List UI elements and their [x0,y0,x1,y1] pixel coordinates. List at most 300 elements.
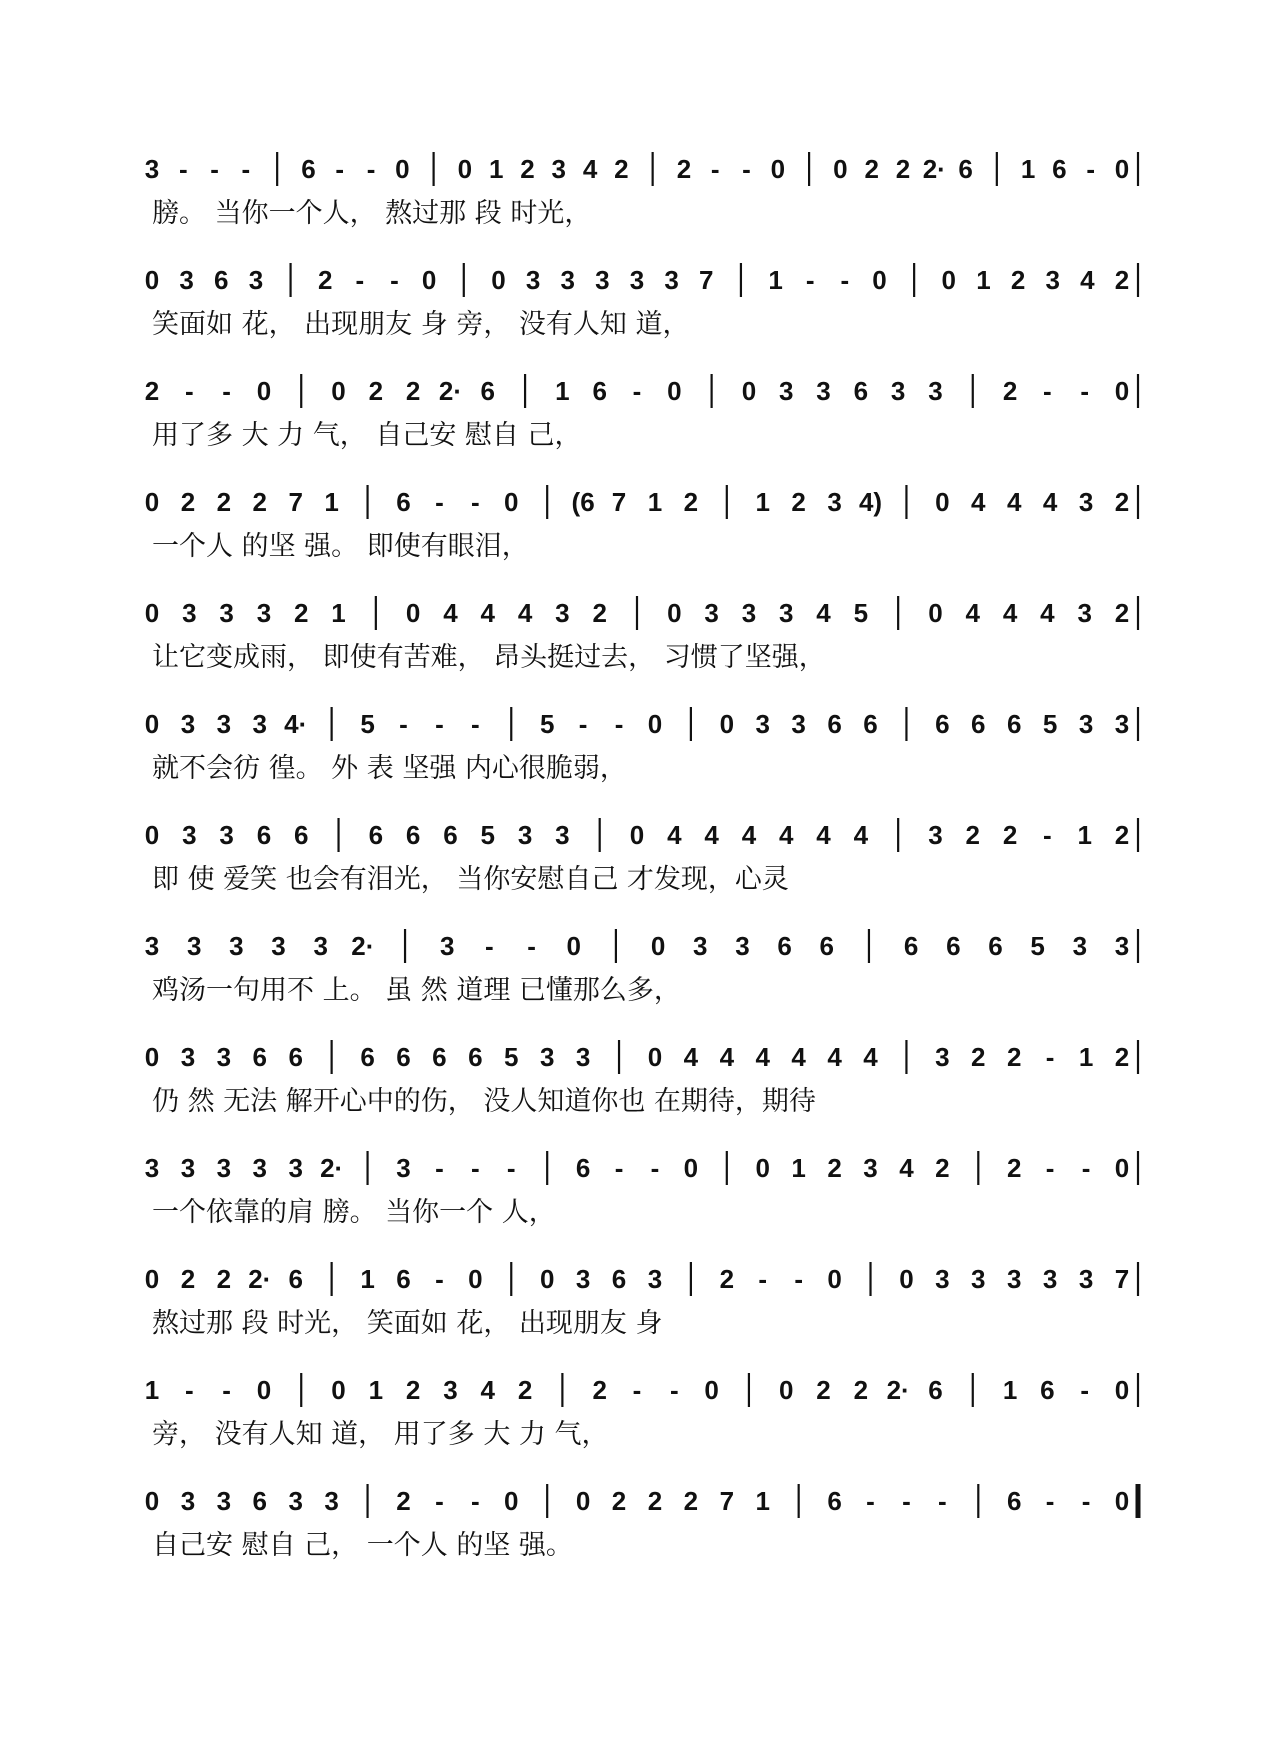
note: 3 [219,598,234,628]
note: 4 [755,1042,770,1072]
note: - [470,1486,480,1516]
note: 3 [551,154,567,184]
note: - [632,1375,642,1405]
note: - [1045,1486,1055,1516]
system-6 [145,707,1138,784]
note: - [614,1153,624,1183]
note: 0 [144,1486,160,1516]
note: 2 [592,598,607,628]
note: 3 [890,376,906,406]
note: 3 [575,1264,591,1294]
note: 2 [611,1486,627,1516]
note: 6 [480,376,496,406]
note: 4) [858,487,883,517]
note: 2 [396,1486,411,1516]
note: 3 [1006,1264,1022,1294]
lyric-line: 即 使 爱笑 也会有泪光， 当你安慰自己 才发现，心灵 [152,864,789,895]
note: - [184,376,194,406]
note: - [485,931,494,961]
note: 4 [741,820,757,850]
note: 4 [443,598,458,628]
note: 3 [1078,709,1094,739]
note: 0 [256,1375,272,1405]
note: 4 [1080,265,1095,295]
note: 5 [360,709,375,739]
note: 0 [468,1264,483,1294]
note: 3 [525,265,541,295]
system-4 [145,485,1138,562]
note: 3 [1045,265,1060,295]
note: 4 [1042,487,1058,517]
note: - [390,265,399,295]
note: 0 [872,265,887,295]
note: 2 [676,154,692,184]
note: 0 [778,1375,794,1405]
note: - [1081,1486,1091,1516]
note: 3 [216,1042,232,1072]
note: 0 [941,265,957,295]
note: 3 [778,598,794,628]
note: 0 [1114,376,1130,406]
note: 6 [293,820,309,850]
note: 0 [491,265,506,295]
note: 6 [928,1375,943,1405]
note: 0 [741,376,757,406]
note: 0 [755,1153,770,1183]
note: - [794,1264,804,1294]
lyric-line: 让它变成雨， 即使有苦难， 昂头挺过去， 习惯了坚强， [152,642,826,673]
note: 1 [1020,154,1036,184]
note: 2 [405,1375,421,1405]
note: 3 [288,1486,303,1516]
note: 6 [575,1153,591,1183]
note: 3 [629,265,645,295]
note: 6 [777,931,792,961]
note: 0 [331,1375,346,1405]
note: 0 [928,598,943,628]
system-11 [145,1262,1138,1339]
note: 2· [922,154,946,184]
note: 2 [144,376,160,406]
note: 4 [480,598,496,628]
note: 4 [816,820,831,850]
note: 0 [395,154,410,184]
note: 4 [1040,598,1055,628]
note: 5 [1042,709,1058,739]
note: 1 [1077,820,1092,850]
note: 4 [971,487,986,517]
note: - [222,1375,231,1405]
note: 2 [405,376,421,406]
note: 3 [216,1153,232,1183]
note: (6 [571,487,595,517]
note: 3 [693,931,708,961]
note: 6 [611,1264,627,1294]
note: - [335,154,345,184]
note: - [435,487,444,517]
note: - [1045,1042,1055,1072]
note: 4 [667,820,682,850]
note: 2 [895,154,911,184]
note: 3 [271,931,286,961]
note: - [435,709,444,739]
system-7 [145,818,1138,895]
note: 2 [180,1264,196,1294]
note: - [938,1486,947,1516]
note: 0 [331,376,346,406]
note: 0 [1114,154,1130,184]
system-10 [145,1151,1138,1228]
note: 3 [935,1264,950,1294]
note: 3 [219,820,234,850]
note: 4 [719,1042,735,1072]
note: - [866,1486,875,1516]
note: 2 [1002,376,1018,406]
note: 4 [582,154,598,184]
note: 6 [252,1486,268,1516]
note: 6 [405,820,421,850]
note: 3 [755,709,770,739]
note: 7 [719,1486,735,1516]
note: 0 [144,709,160,739]
note: 0 [770,154,786,184]
note: 0 [1114,1153,1130,1183]
note: 1 [368,1375,384,1405]
note: 0 [683,1153,699,1183]
note: 3 [396,1153,411,1183]
note: 0 [629,820,645,850]
note: 3 [180,1486,196,1516]
note: 1 [1078,1042,1094,1072]
note: 3 [971,1264,986,1294]
note: 0 [144,598,160,628]
note: 0 [719,709,735,739]
note: 5 [853,598,869,628]
note: 6 [360,1042,375,1072]
note: 6 [288,1264,303,1294]
note: - [902,1486,911,1516]
note: 0 [256,376,272,406]
note: 3 [256,598,272,628]
note: 2 [1114,265,1130,295]
note: 2· [351,931,375,961]
system-2 [145,263,1138,340]
note: 0 [504,487,519,517]
system-13 [145,1484,1138,1561]
note: 6 [396,487,411,517]
lyric-line: 自己安 慰自 己， 一个人 的坚 强。 [152,1530,573,1561]
note: 0 [144,1042,160,1072]
note: 0 [650,931,666,961]
note: 3 [827,487,842,517]
note: 2 [293,598,309,628]
note: 2 [853,1375,869,1405]
note: - [178,154,188,184]
note: 0 [935,487,950,517]
lyric-line: 就不会彷 徨。 外 表 坚强 内心很脆弱， [152,753,627,784]
note: 3 [935,1042,950,1072]
note: 0 [575,1486,591,1516]
note: 0 [704,1375,719,1405]
note: 3 [324,1486,339,1516]
note: 3 [595,265,610,295]
note: - [710,154,720,184]
note: 3 [1072,931,1088,961]
note: 3 [439,931,455,961]
note: 2 [683,487,699,517]
note: 6 [827,1486,842,1516]
note: 3 [791,709,806,739]
lyric-line: 仍 然 无法 解开心中的伤， 没人知道你也 在期待，期待 [152,1086,816,1117]
note: 3 [229,931,244,961]
note: 2 [520,154,535,184]
note: 3 [144,154,160,184]
note: 4 [965,598,981,628]
note: 0 [566,931,581,961]
note: 0 [421,265,437,295]
system-3 [145,374,1138,451]
note: 7 [1114,1264,1130,1294]
note: - [470,1153,480,1183]
note: - [527,931,536,961]
note: 2 [1006,1153,1022,1183]
note: 3 [1078,1264,1094,1294]
note: 4 [1006,487,1022,517]
note: 1 [331,598,346,628]
note: 1 [555,376,570,406]
note: 2 [971,1042,986,1072]
note: - [758,1264,768,1294]
lyric-line: 膀。 当你一个人， 熬过那 段 时光， [152,198,592,229]
note: 3 [560,265,575,295]
note: 6 [958,154,973,184]
system-12 [145,1373,1138,1450]
note: 3 [216,1486,232,1516]
note: 4 [827,1042,842,1072]
note: 0 [457,154,473,184]
note: 6 [827,709,842,739]
note: 2 [791,487,806,517]
note: 0 [144,487,160,517]
note: 0 [144,265,160,295]
note: 2 [1114,1042,1130,1072]
note: 1 [791,1153,806,1183]
note: - [632,376,642,406]
note: 1 [768,265,783,295]
note: 4 [1002,598,1018,628]
note: 3 [863,1153,878,1183]
note: 6 [863,709,878,739]
system-5 [145,596,1138,673]
note: 0 [504,1486,519,1516]
note: 1 [1002,1375,1018,1405]
note: - [1080,376,1090,406]
lyric-line: 用了多 大 力 气， 自己安 慰自 己， [152,420,582,451]
note: 1 [144,1375,160,1405]
lyric-line: 笑面如 花， 出现朋友 身 旁， 没有人知 道， [152,309,690,340]
lyric-line: 熬过那 段 时光， 笑面如 花， 出现朋友 身 [152,1308,663,1339]
note: 0 [144,820,160,850]
note: 0 [539,1264,555,1294]
note: 6 [396,1264,411,1294]
note: 6 [1040,1375,1055,1405]
note: - [578,709,588,739]
note: 3 [778,376,794,406]
note: 4· [284,709,308,739]
note: 3 [735,931,750,961]
note: - [241,154,251,184]
note: 6 [368,820,384,850]
note: 6 [443,820,458,850]
note: 0 [667,376,682,406]
note: 3 [443,1375,458,1405]
note: 6 [1006,1486,1022,1516]
note: - [222,376,231,406]
note: 2 [252,487,268,517]
note: 6 [256,820,272,850]
note: 2 [1114,487,1130,517]
note: - [1043,376,1052,406]
note: - [742,154,751,184]
note: 2 [517,1375,533,1405]
note: 3 [252,709,268,739]
note: 3 [179,265,194,295]
note: 3 [182,598,197,628]
note: 3 [248,265,264,295]
note: 4 [853,820,869,850]
note: 1 [360,1264,375,1294]
note: 2· [886,1375,910,1405]
note: 3 [180,1153,196,1183]
note: 0 [833,154,848,184]
note: 6 [214,265,229,295]
note: - [840,265,850,295]
note: 1 [976,265,991,295]
note: - [355,265,365,295]
note: - [614,709,624,739]
note: 3 [1077,598,1092,628]
note: 6 [946,931,961,961]
note: 3 [288,1153,303,1183]
note: 2· [438,376,463,406]
note: 6 [432,1042,447,1072]
note: 3 [180,709,196,739]
note: 6 [252,1042,268,1072]
note: 3 [647,1264,663,1294]
note: 3 [575,1042,591,1072]
note: 2 [719,1264,735,1294]
note: 2 [614,154,629,184]
note: 4 [899,1153,914,1183]
note: 0 [1114,1486,1130,1516]
note: 0 [899,1264,914,1294]
note: 3 [216,709,232,739]
note: 1 [755,1486,770,1516]
note: 0 [667,598,682,628]
note: 6 [903,931,919,961]
note: 6 [1052,154,1067,184]
note: 2 [1002,820,1018,850]
note: 0 [647,1042,663,1072]
note: 3 [928,376,943,406]
note: 2· [320,1153,344,1183]
note: 3 [664,265,679,295]
note: 4 [863,1042,878,1072]
note: 2 [1114,598,1130,628]
note: 2 [935,1153,950,1183]
note: 2 [965,820,981,850]
note: 2 [816,1375,831,1405]
note: 4 [791,1042,806,1072]
lyric-line: 一个依靠的肩 膀。 当你一个 人， [152,1197,556,1228]
note: 6 [1006,709,1022,739]
note: 0 [144,1264,160,1294]
note: 4 [517,598,533,628]
note: - [366,154,376,184]
note: 6 [592,376,607,406]
note: 4 [816,598,831,628]
note: 3 [144,1153,160,1183]
note: - [650,1153,660,1183]
note: 5 [480,820,496,850]
note: 2 [1114,820,1130,850]
note: 2 [368,376,384,406]
lyric-line: 旁， 没有人知 道， 用了多 大 力 气， [152,1419,609,1450]
note: 3 [1114,931,1130,961]
note: 6 [301,154,316,184]
note: 3 [539,1042,555,1072]
note: 3 [180,1042,196,1072]
note: 2 [180,487,196,517]
note: 5 [504,1042,519,1072]
note: - [1045,1153,1055,1183]
note: 7 [611,487,627,517]
note: - [470,709,480,739]
note: 1 [324,487,339,517]
note: 3 [816,376,831,406]
note: 3 [741,598,757,628]
note: - [435,1486,444,1516]
note: 3 [928,820,943,850]
note: 5 [539,709,555,739]
note: 2 [317,265,333,295]
note: 2 [1006,1042,1022,1072]
note: 6 [988,931,1003,961]
note: 4 [704,820,719,850]
note: 6 [396,1042,411,1072]
note: - [1081,1153,1091,1183]
note: 2 [216,1264,232,1294]
note: 1 [488,154,504,184]
note: 4 [683,1042,699,1072]
note: 7 [288,487,303,517]
note: 2 [827,1153,842,1183]
note: 6 [935,709,950,739]
note: 4 [480,1375,496,1405]
note: - [669,1375,679,1405]
note: 3 [517,820,533,850]
note: 3 [182,820,197,850]
lyric-line: 一个人 的坚 强。 即使有眼泪， [152,531,529,562]
note: 2 [683,1486,699,1516]
note: - [210,154,219,184]
system-8 [145,929,1138,1006]
note: 3 [186,931,202,961]
system-9 [145,1040,1138,1117]
note: 3 [252,1153,268,1183]
note: - [1080,1375,1090,1405]
note: 6 [971,709,986,739]
